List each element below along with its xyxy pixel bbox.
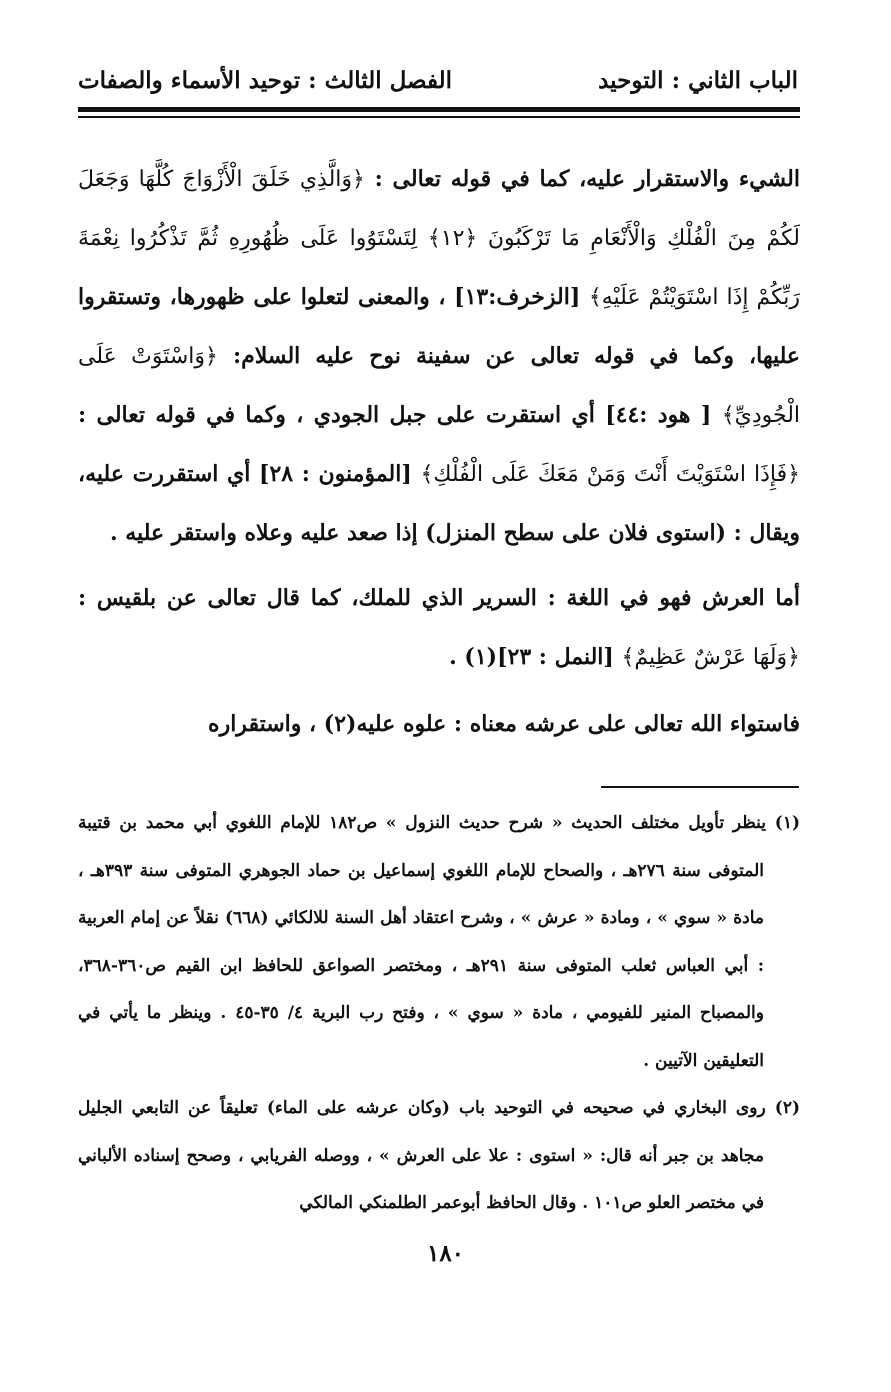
paragraph-1-part: [ هود :٤٤] أي استقرت على جبل الجودي ، وكما في قوله تعالى : — [78, 402, 722, 428]
paragraph-1-part: [المؤمنون : ٢٨] أي استقررت عليه، ويقال : (استوى فلان على سطح المنزل) إذا صعد عليه وعلاه واستقر عليه . — [78, 461, 800, 546]
running-header — [78, 58, 798, 102]
paragraph-2-part: [النمل : ٢٣](١) . — [449, 644, 622, 670]
quran-verse: ﴿وَالَّذِي خَلَقَ الْأَزْوَاجَ كُلَّهَا وَجَعَلَ لَكُمْ مِنَ الْفُلْكِ وَالْأَنْعَامِ مَا تَرْكَبُونَ ﴿١٢﴾ لِتَسْتَوُوا عَلَى ظُهُورِهِ ثُمَّ تَذْكُرُوا نِعْمَةَ رَبِّكُمْ إِذَا اسْتَوَيْتُمْ عَلَيْهِ﴾ — [78, 167, 800, 310]
header-rule-thick — [78, 107, 800, 112]
paragraph-1-part: الشيء والاستقرار عليه، كما في قوله تعالى : — [364, 166, 800, 192]
page-number: ١٨٠ — [426, 1240, 465, 1267]
footnote-separator — [601, 786, 799, 788]
header-rule-thin — [78, 116, 800, 118]
footnote-1: (١) ينظر تأويل مختلف الحديث « شرح حديث النزول » ص١٨٢ للإمام اللغوي أبي محمد بن قتيبة المتوفى سنة ٢٧٦هـ ، والصحاح للإمام اللغوي إسماعيل بن حماد الجوهري المتوفى سنة ٣٩٣هـ ، مادة « سوي » ، ومادة « عرش » ، وشرح اعتقاد أهل السنة للالكائي (٦٦٨) نقلاً عن إمام العربية : أبي العباس ثعلب المتوفى سنة ٢٩١هـ ، ومختصر الصواعق للحافظ ابن القيم ص٣٦٠-٣٦٨، والمصباح المنير للفيومي ، مادة « سوي » ، وفتح رب البرية ٤/ ٣٥-٤٥ . وينظر ما يأتي في التعليقين الآتيين . — [78, 813, 800, 1071]
header-chapter-title: الفصل الثالث : توحيد الأسماء والصفات — [78, 66, 453, 94]
quran-verse: ﴿وَلَهَا عَرْشٌ عَظِيمٌ﴾ — [621, 645, 800, 670]
quran-verse: ﴿وَاسْتَوَتْ عَلَى الْجُودِيِّ﴾ — [78, 344, 801, 428]
footnote-2: (٢) روى البخاري في صحيحه في التوحيد باب (وكان عرشه على الماء) تعليقاً عن التابعي الجليل مجاهد بن جبر أنه قال: « استوى : علا على العرش » ، ووصله الفريابي ، وصحح إسناده الألباني في مختصر العلو ص١٠١ . وقال الحافظ أبوعمر الطلمنكي المالكي — [78, 1098, 800, 1213]
paragraph-2-part: أما العرش فهو في اللغة : السرير الذي للملك، كما قال تعالى عن بلقيس : — [78, 585, 800, 611]
main-text — [78, 150, 800, 754]
paragraph-1-part: [الزخرف:١٣] ، والمعنى لتعلوا على ظهورها، وتستقروا عليها، وكما في قوله تعالى عن سفينة نوح عليه السلام: — [78, 284, 801, 369]
paragraph-3: فاستواء الله تعالى على عرشه معناه : علوه عليه(٢) ، واستقراره — [208, 711, 800, 737]
quran-verse: ﴿فَإِذَا اسْتَوَيْتَ أَنْتَ وَمَنْ مَعَكَ عَلَى الْفُلْكِ﴾ — [420, 462, 801, 487]
paragraph-1 — [78, 150, 800, 563]
header-section-title: الباب الثاني : التوحيد — [598, 66, 798, 94]
paragraph-2 — [78, 569, 800, 687]
footnotes — [78, 800, 800, 1228]
